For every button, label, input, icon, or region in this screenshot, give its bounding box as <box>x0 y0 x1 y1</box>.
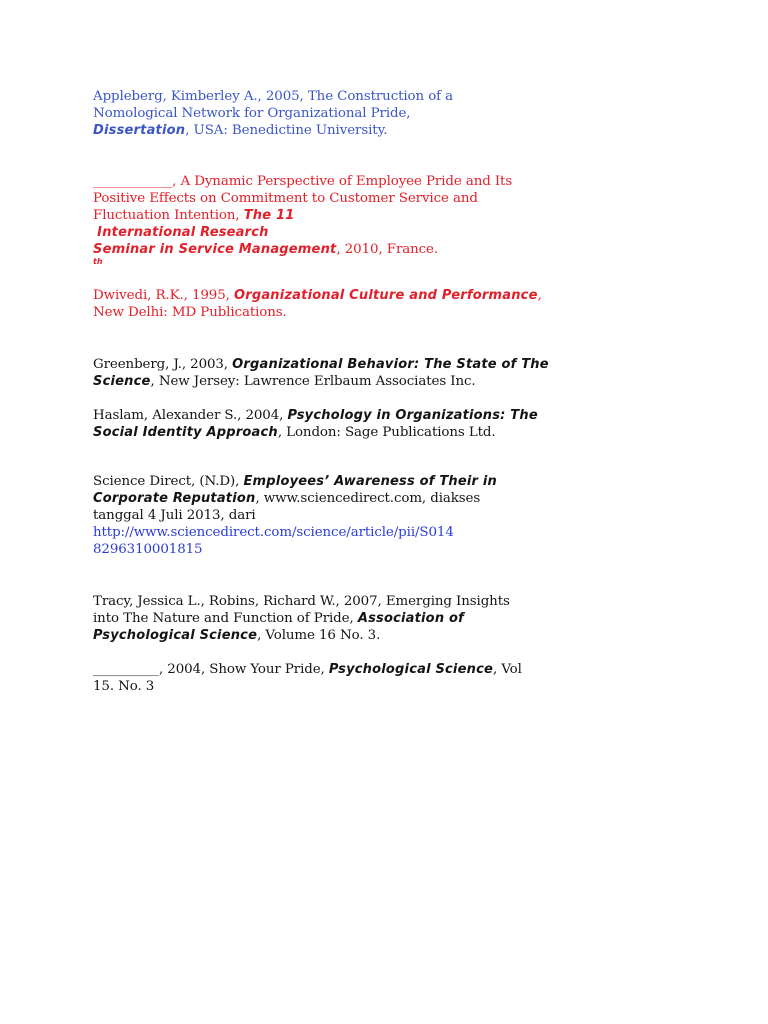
reference-line: Greenberg, J., 2003, Organizational Behavior: The State of The <box>93 357 549 372</box>
reference-title: Organizational Behavior: The State of The <box>232 357 549 372</box>
reference-url-link[interactable]: 8296310001815 <box>93 542 203 557</box>
reference-sciencedirect <box>93 473 613 558</box>
reference-publisher: , London: Sage Publications Ltd. <box>277 425 496 440</box>
reference-line: Appleberg, Kimberley A., 2005, The Construction of a <box>93 89 454 104</box>
reference-title: Psychological Science <box>328 662 493 677</box>
reference-title: Psychology in Organizations: The <box>287 408 538 423</box>
reference-line: Tracy, Jessica L., Robins, Richard W., 2007, Emerging Insights <box>93 594 510 609</box>
reference-line <box>93 122 613 139</box>
reference-publisher: , USA: Benedictine University. <box>185 123 388 138</box>
reference-line: New Delhi: MD Publications. <box>93 305 287 320</box>
reference-tracy-2007 <box>93 593 613 644</box>
reference-title: Employees’ Awareness of Their in <box>243 474 497 489</box>
reference-line: Positive Effects on Commitment to Customer Service and <box>93 191 478 206</box>
reference-line: Haslam, Alexander S., 2004, Psychology in Organizations: The <box>93 408 538 423</box>
reference-title: Science <box>93 374 151 389</box>
reference-line: Nomological Network for Organizational Pride, <box>93 106 411 121</box>
reference-title: Organizational Culture and Performance <box>233 288 538 303</box>
reference-line: __________, 2004, Show Your Pride, Psychological Science, Vol <box>93 662 522 677</box>
reference-line: Fluctuation Intention, The 11 <box>93 208 295 223</box>
reference-line: into The Nature and Function of Pride, Association of <box>93 611 464 626</box>
reference-title: Corporate Reputation <box>93 491 256 506</box>
reference-url-link[interactable]: http://www.sciencedirect.com/science/article/pii/S014 <box>93 525 454 540</box>
reference-greenberg-2003 <box>93 356 613 390</box>
reference-publisher: , 2010, France. <box>336 242 439 257</box>
reference-appleberg-2010 <box>93 173 613 258</box>
reference-line: Corporate Reputation, www.sciencedirect.com, diakses <box>93 491 481 506</box>
reference-publisher: , Volume 16 No. 3. <box>257 628 381 643</box>
reference-title: Social Identity Approach <box>93 425 278 440</box>
reference-line: ____________, A Dynamic Perspective of Employee Pride and Its <box>93 174 513 189</box>
reference-title: Psychological Science <box>93 628 258 643</box>
author-dash: __________ <box>93 662 159 677</box>
reference-title: Dissertation <box>93 123 186 138</box>
reference-line: 15. No. 3 <box>93 679 155 694</box>
reference-line <box>93 241 613 258</box>
reference-line <box>93 424 613 441</box>
reference-appleberg-2005 <box>93 88 613 139</box>
reference-dwivedi-1995 <box>93 287 613 321</box>
reference-haslam-2004 <box>93 407 613 441</box>
reference-line <box>93 224 613 241</box>
reference-line: tanggal 4 Juli 2013, dari <box>93 508 256 523</box>
reference-title: The 11 <box>243 208 295 223</box>
reference-title: Association of <box>357 611 464 626</box>
reference-title: Seminar in Service Management <box>93 242 337 257</box>
reference-line: Science Direct, (N.D), Employees’ Awareness of Their in <box>93 474 497 489</box>
reference-tracy-2004 <box>93 661 613 695</box>
author-dash: ____________ <box>93 174 173 189</box>
reference-line: Dwivedi, R.K., 1995, Organizational Culture and Performance, <box>93 288 542 303</box>
reference-title: International Research <box>97 225 269 240</box>
reference-line <box>93 627 613 644</box>
reference-line <box>93 373 613 390</box>
superscript-th: th <box>93 257 103 266</box>
reference-publisher: , New Jersey: Lawrence Erlbaum Associates Inc. <box>150 374 476 389</box>
